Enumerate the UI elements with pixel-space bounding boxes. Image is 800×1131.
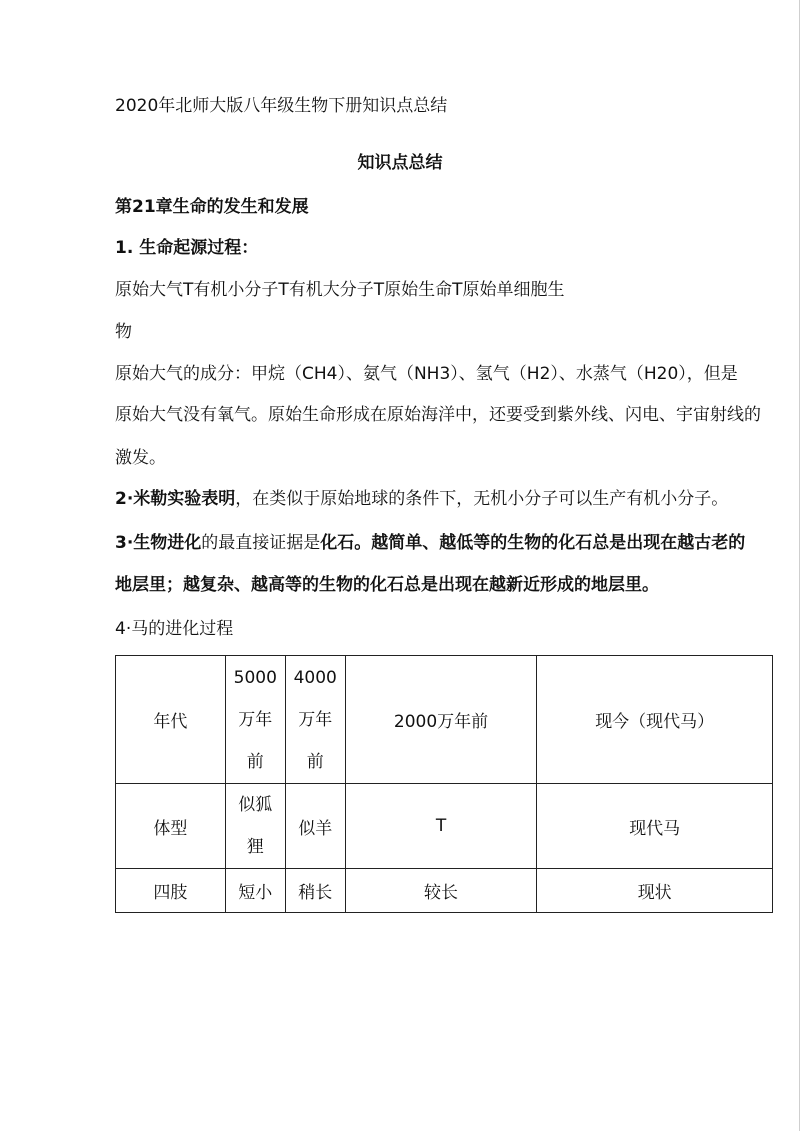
cell-text: 前 (246, 751, 264, 772)
cell-limbs-2000: 较长 (345, 869, 537, 913)
cell-body-5000 (225, 784, 285, 869)
section-3-heading: 3·生物进化 (115, 533, 202, 553)
row-label-body: 体型 (116, 784, 226, 869)
cell-body-present: 现代马 (537, 784, 773, 869)
section-1-line-1: 原始大气T有机小分子T有机大分子T原始生命T原始单细胞生 (115, 280, 565, 300)
cell-text: 万年 (298, 709, 333, 730)
cell-era-2000: 2000万年前 (345, 656, 537, 784)
page-title: 知识点总结 (357, 153, 443, 173)
cell-era-present: 现今（现代马） (537, 656, 773, 784)
row-label-era: 年代 (116, 656, 226, 784)
section-4-heading: 4·马的进化过程 (115, 619, 234, 639)
section-3-keyword: 化石 (320, 533, 355, 553)
cell-limbs-5000: 短小 (225, 869, 285, 913)
cell-era-5000 (225, 656, 285, 784)
cell-body-2000: T (345, 784, 537, 869)
cell-text: 5000 (233, 667, 277, 688)
cell-era-4000 (285, 656, 345, 784)
row-label-limbs: 四肢 (116, 869, 226, 913)
section-1-line-2: 物 (115, 322, 132, 342)
cell-text: 万年 (238, 709, 273, 730)
paragraph-1-line-1: 原始大气的成分：甲烷（CH4）、氨气（NH3）、氢气（H2）、水蒸气（H20），但是 (115, 364, 738, 384)
section-2-heading: 2·米勒实验表明 (115, 489, 236, 509)
cell-text: 狸 (246, 837, 264, 857)
section-3-text-a: 的最直接证据是 (201, 533, 321, 553)
cell-text: 前 (306, 751, 324, 772)
section-3-text-b: 。越简单、越低等的生物的化石总是出现在越古老的 (354, 533, 746, 553)
section-1-heading: 1. 生命起源过程： (115, 238, 259, 258)
chapter-heading: 第21章生命的发生和发展 (115, 197, 309, 217)
horse-evolution-table (115, 655, 773, 913)
cell-limbs-present: 现状 (537, 869, 773, 913)
section-3-line-1 (115, 531, 745, 555)
table-row (116, 656, 773, 784)
paragraph-1-line-3: 激发。 (115, 448, 166, 468)
document-header: 2020年北师大版八年级生物下册知识点总结 (115, 96, 448, 116)
table-row (116, 869, 773, 913)
section-2-line (115, 487, 728, 511)
section-3-line-2: 地层里；越复杂、越高等的生物的化石总是出现在越新近形成的地层里。 (115, 575, 659, 595)
table-row (116, 784, 773, 869)
cell-body-4000: 似羊 (285, 784, 345, 869)
cell-limbs-4000: 稍长 (285, 869, 345, 913)
cell-text: 4000 (293, 667, 337, 688)
paragraph-1-line-2: 原始大气没有氧气。原始生命形成在原始海洋中，还要受到紫外线、闪电、宇宙射线的 (115, 405, 761, 425)
section-2-text: ，在类似于原始地球的条件下，无机小分子可以生产有机小分子。 (235, 489, 729, 509)
cell-text: 似狐 (238, 795, 273, 815)
